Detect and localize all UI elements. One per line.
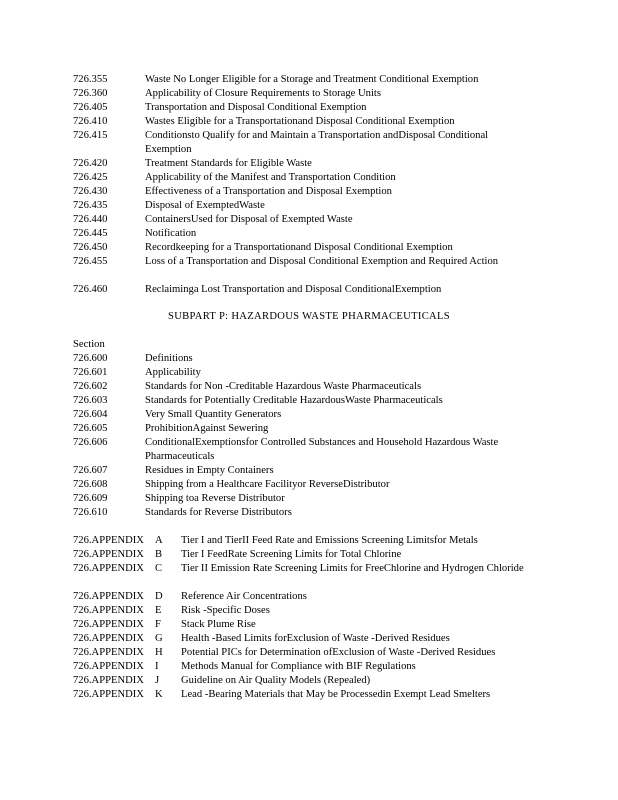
toc-row-726-440	[0, 213, 618, 227]
toc-row-726-445	[0, 227, 618, 241]
appendix-letter: G	[155, 633, 163, 644]
appendix-row-f	[0, 618, 618, 632]
section-number: 726.610	[73, 507, 108, 518]
toc-row-726-603	[0, 394, 618, 408]
section-title: Applicability	[145, 367, 201, 378]
appendix-title: Risk -Specific Doses	[181, 605, 270, 616]
section-number: 726.609	[73, 493, 108, 504]
toc-row-726-455	[0, 255, 618, 269]
appendix-title: Lead -Bearing Materials that May be Processedin Exempt Lead Smelters	[181, 689, 491, 700]
section-title: Standards for Non -Creditable Hazardous Waste Pharmaceuticals	[145, 381, 422, 392]
section-number: 726.603	[73, 395, 108, 406]
section-title: Standards for Potentially Creditable HazardousWaste Pharmaceuticals	[145, 395, 443, 406]
toc-row-726-410	[0, 115, 618, 129]
toc-row-726-606	[0, 436, 618, 462]
appendix-number: 726.APPENDIX	[73, 549, 144, 560]
section-title: Waste No Longer Eligible for a Storage and Treatment Conditional Exemption	[145, 74, 479, 85]
section-title: Loss of a Transportation and Disposal Conditional Exemption and Required Action	[145, 256, 499, 267]
appendix-title: Tier II Emission Rate Screening Limits for FreeChlorine and Hydrogen Chloride	[181, 563, 524, 574]
appendix-title: Methods Manual for Compliance with BIF Regulations	[181, 661, 416, 672]
section-number: 726.604	[73, 409, 108, 420]
appendix-letter: C	[155, 563, 163, 574]
section-title: Conditionsto Qualify for and Maintain a Transportation andDisposal Conditional Exemption	[145, 130, 489, 155]
section-title: Residues in Empty Containers	[145, 465, 274, 476]
toc-row-726-610	[0, 506, 618, 520]
section-number: 726.607	[73, 465, 108, 476]
appendix-letter: K	[155, 689, 163, 700]
appendix-number: 726.APPENDIX	[73, 647, 144, 658]
appendix-number: 726.APPENDIX	[73, 661, 144, 672]
section-title: Notification	[145, 228, 197, 239]
toc-row-726-601	[0, 366, 618, 380]
section-title: Transportation and Disposal Conditional Exemption	[145, 102, 367, 113]
appendix-number: 726.APPENDIX	[73, 563, 144, 574]
appendix-row-h	[0, 646, 618, 660]
appendix-row-g	[0, 632, 618, 646]
toc-row-726-605	[0, 422, 618, 436]
appendix-row-j	[0, 674, 618, 688]
section-number: 726.460	[73, 284, 108, 295]
appendix-row-c	[0, 562, 618, 576]
appendix-letter: D	[155, 591, 163, 602]
section-title: Shipping from a Healthcare Facilityor ReverseDistributor	[145, 479, 390, 490]
section-number: 726.360	[73, 88, 108, 99]
toc-row-726-435	[0, 199, 618, 213]
appendix-number: 726.APPENDIX	[73, 605, 144, 616]
section-number: 726.425	[73, 172, 108, 183]
toc-row-726-415	[0, 129, 618, 155]
section-number: 726.606	[73, 437, 108, 448]
appendix-row-i	[0, 660, 618, 674]
section-number: 726.601	[73, 367, 108, 378]
section-number: 726.455	[73, 256, 108, 267]
appendix-title: Reference Air Concentrations	[181, 591, 307, 602]
appendix-number: 726.APPENDIX	[73, 535, 144, 546]
appendix-title: Health -Based Limits forExclusion of Waste -Derived Residues	[181, 633, 450, 644]
section-number: 726.405	[73, 102, 108, 113]
section-title: Effectiveness of a Transportation and Disposal Exemption	[145, 186, 392, 197]
appendix-letter: B	[155, 549, 163, 560]
toc-row-726-430	[0, 185, 618, 199]
toc-row-726-425	[0, 171, 618, 185]
toc-row-726-450	[0, 241, 618, 255]
appendix-number: 726.APPENDIX	[73, 633, 144, 644]
section-title: Treatment Standards for Eligible Waste	[145, 158, 312, 169]
section-number: 726.420	[73, 158, 108, 169]
appendix-title: Stack Plume Rise	[181, 619, 256, 630]
appendix-letter: J	[155, 675, 160, 686]
appendix-number: 726.APPENDIX	[73, 619, 144, 630]
appendix-number: 726.APPENDIX	[73, 689, 144, 700]
section-number: 726.415	[73, 130, 108, 141]
toc-row-726-604	[0, 408, 618, 422]
section-title: Applicability of the Manifest and Transportation Condition	[145, 172, 396, 183]
toc-row-726-600	[0, 352, 618, 366]
appendix-title: Guideline on Air Quality Models (Repealed)	[181, 675, 371, 686]
subpart-heading: SUBPART P: HAZARDOUS WASTE PHARMACEUTICALS	[168, 311, 450, 322]
toc-row-726-420	[0, 157, 618, 171]
section-number: 726.605	[73, 423, 108, 434]
section-title: Shipping toa Reverse Distributor	[145, 493, 285, 504]
section-number: 726.602	[73, 381, 108, 392]
section-number: 726.435	[73, 200, 108, 211]
toc-row-726-608	[0, 478, 618, 492]
toc-row-726-355	[0, 73, 618, 87]
section-title: ConditionalExemptionsfor Controlled Substances and Household Hazardous Waste Pharmaceuticals	[145, 437, 499, 462]
section-title: Recordkeeping for a Transportationand Disposal Conditional Exemption	[145, 242, 453, 253]
toc-row-726-609	[0, 492, 618, 506]
section-number: 726.445	[73, 228, 108, 239]
appendix-number: 726.APPENDIX	[73, 675, 144, 686]
section-title: Applicability of Closure Requirements to Storage Units	[145, 88, 381, 99]
toc-row-726-607	[0, 464, 618, 478]
appendix-number: 726.APPENDIX	[73, 591, 144, 602]
appendix-row-d	[0, 590, 618, 604]
section-title: Wastes Eligible for a Transportationand Disposal Conditional Exemption	[145, 116, 455, 127]
toc-row-726-360	[0, 87, 618, 101]
section-label: Section	[73, 339, 105, 350]
appendix-row-e	[0, 604, 618, 618]
section-title: Definitions	[145, 353, 193, 364]
appendix-letter: F	[155, 619, 161, 630]
section-number: 726.450	[73, 242, 108, 253]
appendix-title: Tier I and TierII Feed Rate and Emissions Screening Limitsfor Metals	[181, 535, 478, 546]
section-title: Disposal of ExemptedWaste	[145, 200, 265, 211]
section-number: 726.440	[73, 214, 108, 225]
appendix-title: Potential PICs for Determination ofExclusion of Waste -Derived Residues	[181, 647, 496, 658]
section-title: Reclaiminga Lost Transportation and Disposal ConditionalExemption	[145, 284, 442, 295]
appendix-letter: H	[155, 647, 163, 658]
section-number: 726.355	[73, 74, 108, 85]
section-title: ContainersUsed for Disposal of Exempted Waste	[145, 214, 353, 225]
toc-row-726-405	[0, 101, 618, 115]
appendix-row-b	[0, 548, 618, 562]
appendix-title: Tier I FeedRate Screening Limits for Total Chlorine	[181, 549, 402, 560]
appendix-letter: I	[155, 661, 159, 672]
toc-row-726-602	[0, 380, 618, 394]
section-number: 726.600	[73, 353, 108, 364]
section-number: 726.430	[73, 186, 108, 197]
appendix-row-k	[0, 688, 618, 702]
section-title: Very Small Quantity Generators	[145, 409, 282, 420]
section-title: Standards for Reverse Distributors	[145, 507, 292, 518]
appendix-letter: A	[155, 535, 163, 546]
toc-row-726-460	[0, 283, 618, 297]
section-title: ProhibitionAgainst Sewering	[145, 423, 269, 434]
appendix-row-a	[0, 534, 618, 548]
section-number: 726.608	[73, 479, 108, 490]
section-number: 726.410	[73, 116, 108, 127]
appendix-letter: E	[155, 605, 162, 616]
